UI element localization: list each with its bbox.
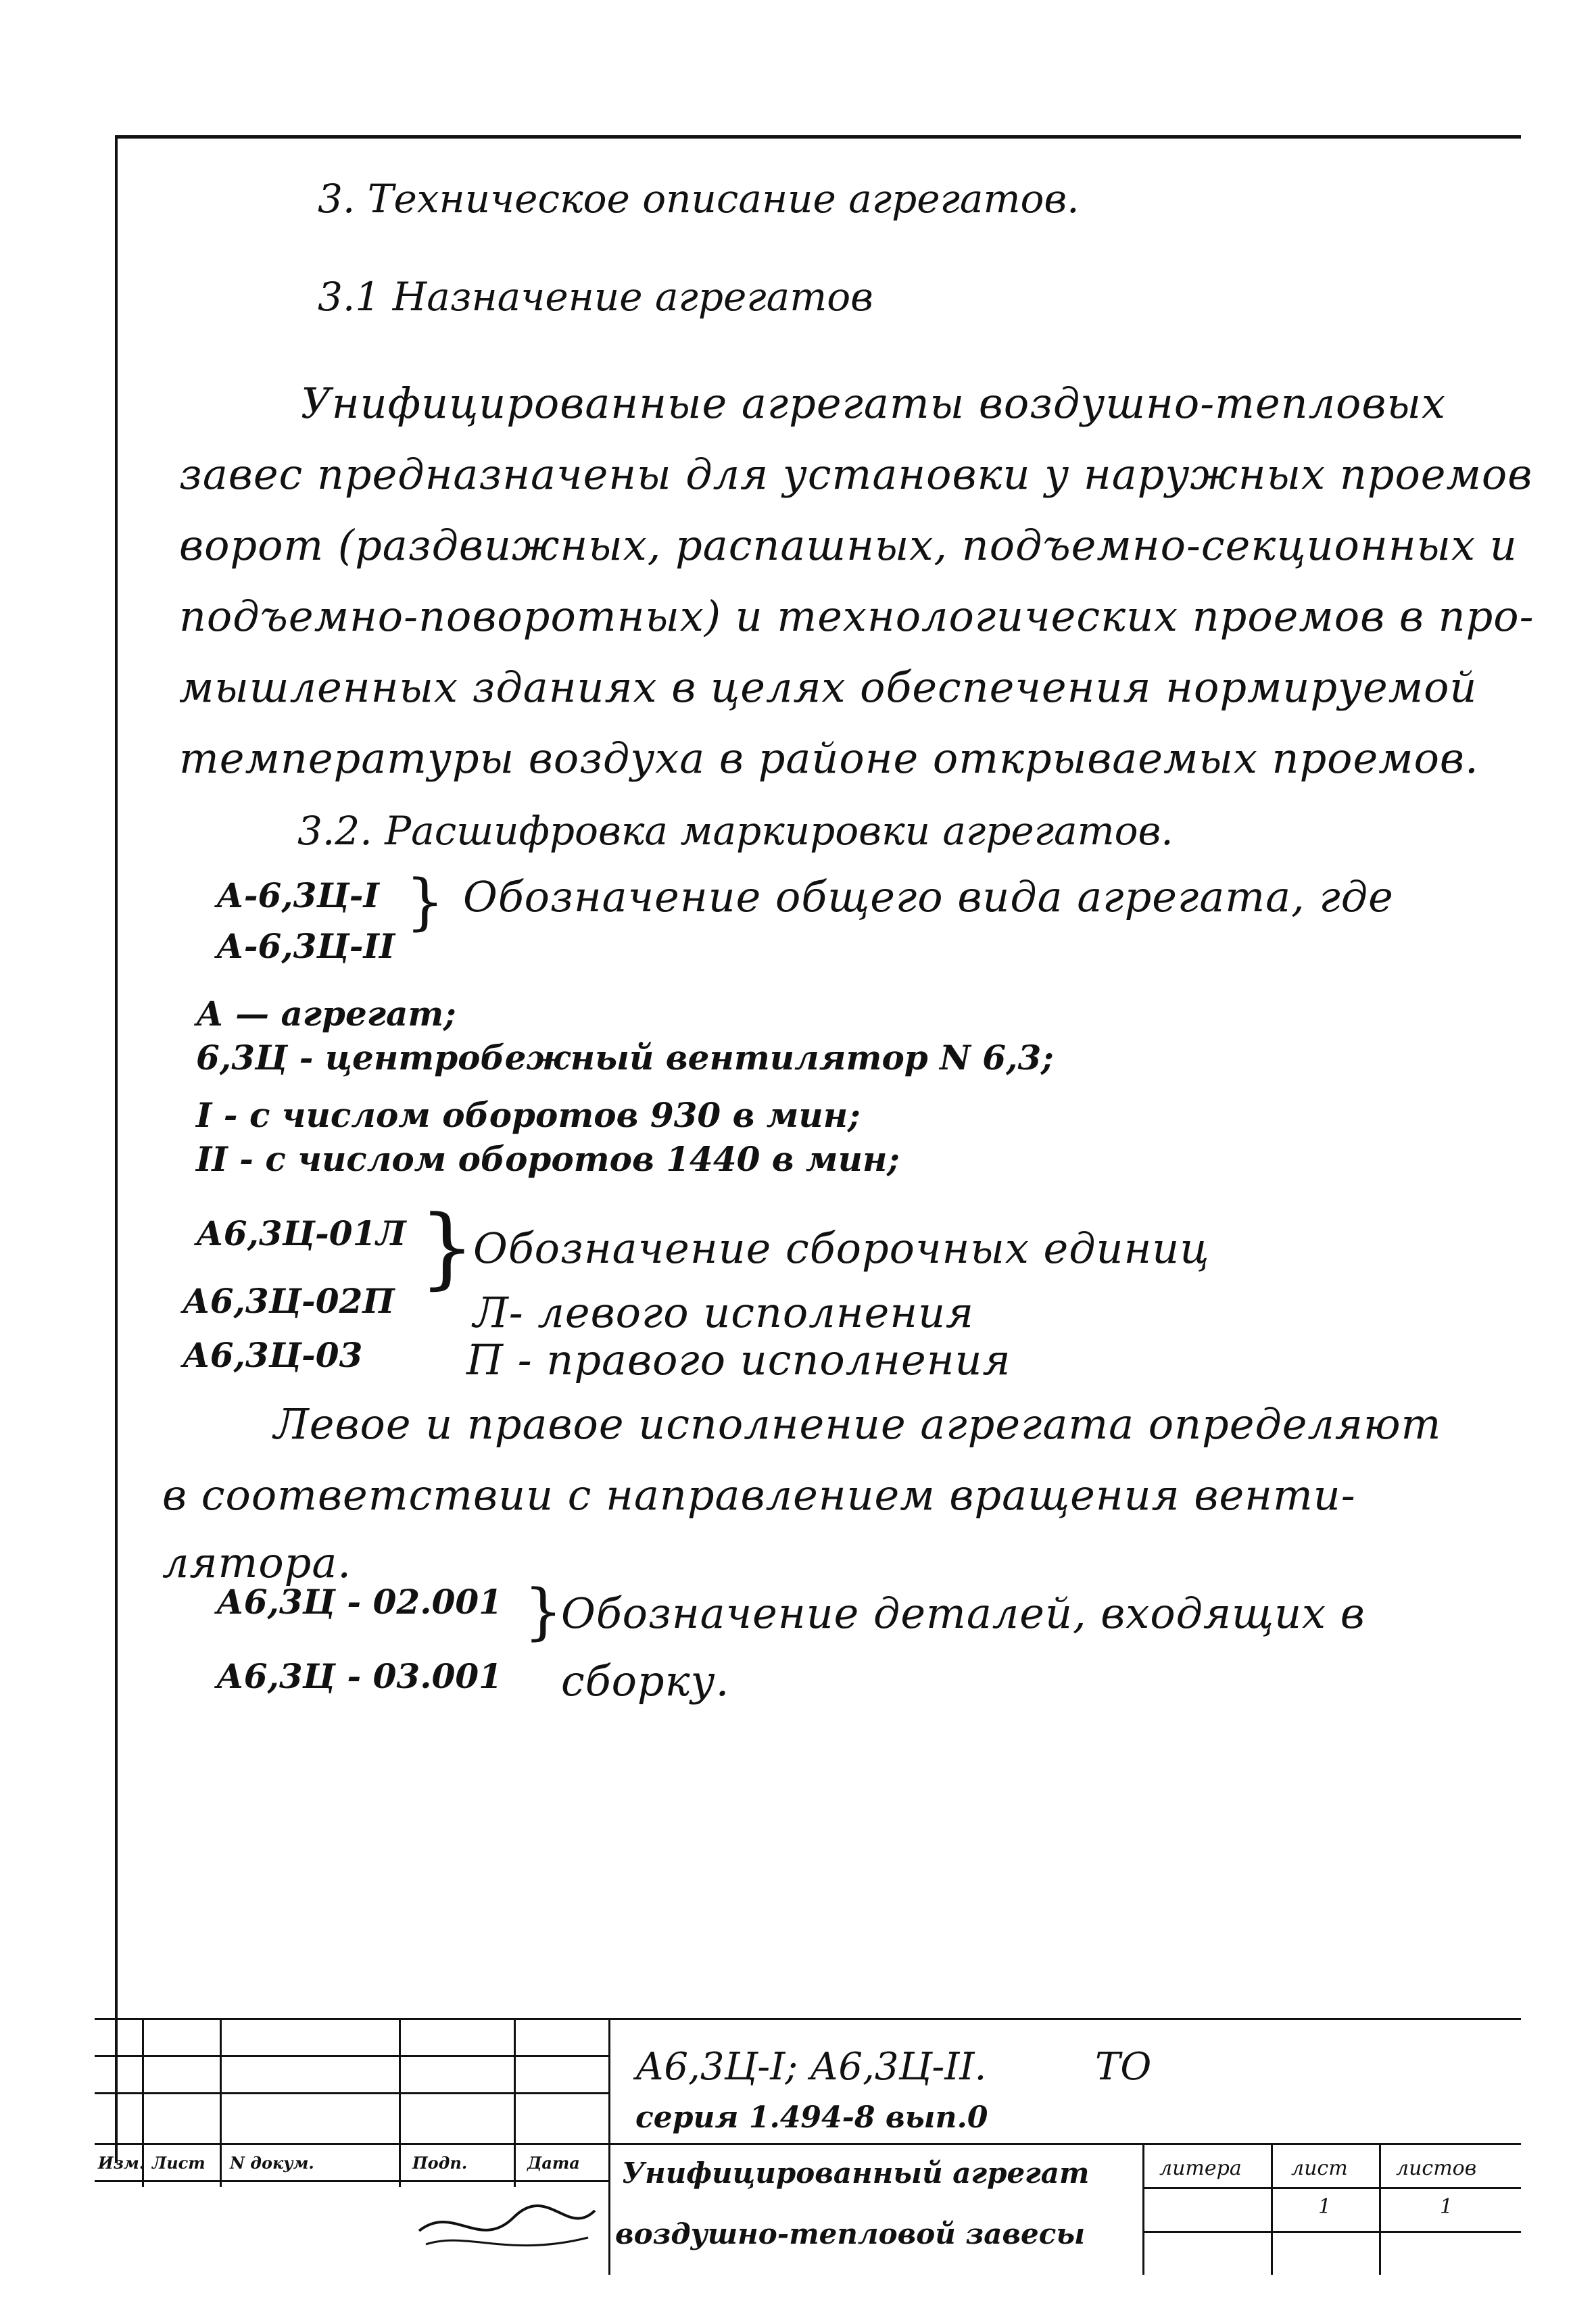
tb-col-data: Дата	[527, 2153, 580, 2173]
def-line-3: I - с числом оборотов 930 в мин;	[196, 1095, 861, 1135]
frame-top-border	[115, 135, 1521, 139]
group2-desc-2: Л- левого исполнения	[473, 1288, 975, 1337]
group2-code-3: А6,3Ц-03	[183, 1335, 363, 1375]
tb-line-row2	[95, 2092, 608, 2094]
tb-line-stage	[1142, 2187, 1521, 2189]
tb-col-list: Лист	[152, 2153, 205, 2173]
tb-col-izm: Изм.	[98, 2153, 145, 2173]
tb-col-ndoc: N докум.	[230, 2153, 314, 2173]
group2-desc-1: Обозначение сборочных единиц	[473, 1224, 1210, 1273]
tb-designation: А6,3Ц-I; А6,3Ц-II.	[635, 2045, 987, 2089]
tb-line-row1	[95, 2055, 608, 2057]
group2-code-2: А6,3Ц-02П	[183, 1281, 395, 1321]
tb-line-stage2	[1142, 2231, 1521, 2233]
tb-vline-6	[1142, 2143, 1144, 2275]
tb-doc-code: ТО	[1095, 2045, 1152, 2089]
tb-vline-8	[1379, 2143, 1381, 2275]
tb-vline-3	[399, 2018, 401, 2187]
para1-line5: мышленных зданиях в целях обеспечения нормируемой	[179, 662, 1478, 712]
tb-sheets-label: листов	[1396, 2156, 1477, 2180]
group1-description: Обозначение общего вида агрегата, где	[463, 872, 1394, 921]
tb-name-line1: Унифицированный агрегат	[622, 2156, 1090, 2190]
para1-line4: подъемно-поворотных) и технологических проемов в про-	[179, 592, 1534, 641]
section-3-2-heading: 3.2. Расшифровка маркировки агрегатов.	[297, 808, 1174, 854]
group3-code-1: А6,3Ц - 02.001	[216, 1582, 502, 1622]
group3-code-2: А6,3Ц - 03.001	[216, 1656, 502, 1696]
signature-scribble	[412, 2190, 602, 2265]
tb-line-top	[95, 2018, 1521, 2020]
def-line-2: 6,3Ц - центробежный вентилятор N 6,3;	[196, 1038, 1054, 1078]
title-block	[95, 2018, 1521, 2275]
para1-line1: Унифицированные агрегаты воздушно-тепловых	[301, 379, 1446, 428]
group3-brace: }	[524, 1576, 563, 1647]
group2-code-1: А6,3Ц-01Л	[196, 1213, 406, 1253]
tb-name-line2: воздушно-тепловой завесы	[615, 2217, 1086, 2250]
def-line-1: А — агрегат;	[196, 994, 456, 1034]
tb-series: серия 1.494-8 вып.0	[635, 2100, 988, 2135]
tb-vline-4	[514, 2018, 516, 2187]
group2-brace: }	[419, 1196, 475, 1299]
group1-code-2: А-6,3Ц-II	[216, 926, 395, 966]
tb-col-podp: Подп.	[412, 2153, 468, 2173]
para2-line2: в соответствии с направлением вращения венти-	[162, 1470, 1356, 1520]
group1-brace: }	[406, 867, 445, 938]
section-3-heading: 3. Техническое описание агрегатов.	[318, 176, 1080, 222]
frame-left-border	[115, 135, 118, 2163]
group3-desc-1: Обозначение деталей, входящих в	[561, 1589, 1365, 1638]
tb-vline-2	[220, 2018, 222, 2187]
tb-sheets-value: 1	[1440, 2195, 1453, 2219]
section-3-1-heading: 3.1 Назначение агрегатов	[318, 274, 873, 320]
para1-line6: температуры воздуха в районе открываемых проемов.	[179, 733, 1479, 783]
def-line-4: II - с числом оборотов 1440 в мин;	[196, 1139, 900, 1179]
group3-desc-2: сборку.	[561, 1656, 730, 1706]
tb-line-row4	[95, 2180, 608, 2182]
tb-stage-label: литера	[1159, 2156, 1242, 2180]
group1-code-1: А-6,3Ц-I	[216, 875, 379, 915]
group2-desc-3: П - правого исполнения	[466, 1335, 1011, 1384]
tb-line-row3	[95, 2143, 1521, 2145]
tb-sheet-label: лист	[1291, 2156, 1348, 2180]
para1-line3: ворот (раздвижных, распашных, подъемно-секционных и	[179, 521, 1518, 570]
tb-vline-5	[608, 2018, 610, 2275]
para2-line3: лятора.	[162, 1538, 352, 1587]
tb-vline-7	[1271, 2143, 1273, 2275]
tb-sheet-value: 1	[1318, 2195, 1332, 2219]
para1-line2: завес предназначены для установки у наружных проемов	[179, 450, 1533, 499]
para2-line1: Левое и правое исполнение агрегата определяют	[274, 1399, 1442, 1449]
